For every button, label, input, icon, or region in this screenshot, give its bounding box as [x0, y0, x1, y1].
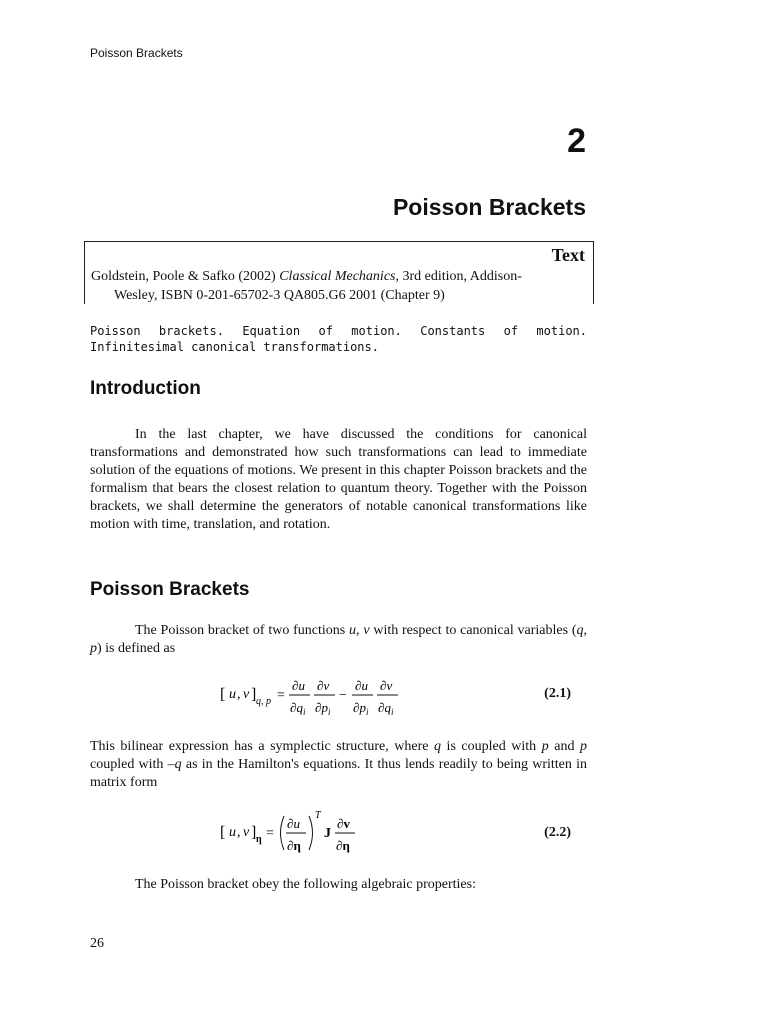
equation-number-2-1: (2.1) [544, 686, 571, 701]
text-span: and [548, 739, 581, 754]
running-header: Poisson Brackets [90, 46, 183, 60]
svg-text:]: ] [251, 824, 257, 841]
svg-text:u: u [229, 687, 236, 702]
svg-text:∂v: ∂v [317, 678, 330, 693]
text-span: ) is defined as [97, 641, 176, 656]
page-number: 26 [90, 936, 104, 951]
svg-text:v: v [243, 687, 250, 702]
svg-text:∂u: ∂u [287, 816, 300, 831]
introduction-heading: Introduction [90, 378, 201, 399]
svg-text:∂u: ∂u [292, 678, 305, 693]
text-span: , [356, 623, 364, 638]
var-v: v [363, 623, 370, 638]
text-span: , [583, 623, 588, 638]
svg-text:,: , [237, 825, 241, 840]
equation-number-2-2: (2.2) [544, 825, 571, 840]
svg-text:−: − [339, 688, 347, 703]
text-span: is coupled with [441, 739, 542, 754]
reference-line-2: Wesley, ISBN 0-201-65702-3 QA805.G6 2001 (Chapter 9) [114, 288, 445, 303]
poisson-definition-paragraph [90, 622, 587, 658]
reference-text-box [84, 241, 594, 304]
equation-2-2 [220, 808, 380, 860]
text-span: This bilinear expression has a symplectic structure, where [90, 739, 435, 754]
var-q: q [576, 623, 584, 638]
reference-edition: , 3rd edition, Addison- [395, 269, 522, 284]
var-q: q [434, 739, 442, 754]
var-p: p [580, 739, 588, 754]
svg-text:∂qi: $\partial q_i$ [290, 700, 306, 717]
text-span: with respect to canonical variables ( [369, 623, 577, 638]
svg-text:]: ] [251, 686, 257, 703]
svg-text:∂η: ∂η [287, 838, 301, 853]
symplectic-structure-paragraph [90, 738, 587, 792]
chapter-title: Poisson Brackets [392, 194, 586, 220]
text-span: as in the Hamilton's equations. It thus lends readily to being written in matrix form [90, 757, 587, 790]
var-u: u [349, 623, 357, 638]
poisson-brackets-heading: Poisson Brackets [90, 579, 250, 600]
text-span: The Poisson bracket of two functions [135, 623, 350, 638]
svg-text:∂qi: $\partial q_i$ [378, 700, 394, 717]
var-q: q [174, 757, 182, 772]
reference-book-title: Classical Mechanics [279, 269, 396, 284]
svg-text:u: u [229, 825, 236, 840]
var-p: p [90, 641, 97, 656]
chapter-number: 2 [567, 122, 586, 160]
svg-text:∂u: ∂u [355, 678, 368, 693]
svg-text:=: = [277, 688, 285, 703]
svg-text:[: [ [220, 824, 226, 841]
svg-text:∂η: ∂η [336, 838, 350, 853]
text-box-title: Text [551, 245, 585, 265]
svg-text:[: [ [220, 686, 226, 703]
svg-text:T: T [315, 810, 321, 821]
svg-text:∂v: ∂v [380, 678, 393, 693]
reference-authors: Goldstein, Poole & Safko (2002) [91, 269, 280, 284]
svg-text:∂pi: $\partial p_i$ [353, 700, 369, 717]
algebraic-properties-paragraph: The Poisson bracket obey the following algebraic properties: [135, 877, 476, 892]
chapter-keywords: Poisson brackets. Equation of motion. Constants of motion. Infinitesimal canonical transformations. [90, 324, 587, 354]
introduction-paragraph: In the last chapter, we have discussed the conditions for canonical transformations and demonstrated how such transformations can lead to immediate solution of the equations of motions. We present in this chapter Poisson brackets and the formalism that bears the closest relation to quantum theory. Together with the Poisson brackets, we shall determine the generators of notable canonical transformations like motion with time, translation, and rotation. [90, 427, 587, 532]
svg-text:,: , [237, 687, 241, 702]
equation-2-1 [220, 673, 420, 723]
svg-text:∂v: ∂v [337, 816, 350, 831]
svg-text:∂pi: $\partial p_i$ [315, 700, 331, 717]
svg-text:η: η [256, 834, 262, 845]
svg-text:v: v [243, 825, 250, 840]
var-p: p [541, 739, 549, 754]
text-span: coupled with – [90, 757, 175, 772]
svg-text:q, p: q, p [256, 696, 271, 707]
reference-line-1 [91, 269, 522, 285]
svg-text:J: J [324, 826, 331, 841]
svg-text:=: = [266, 826, 274, 841]
